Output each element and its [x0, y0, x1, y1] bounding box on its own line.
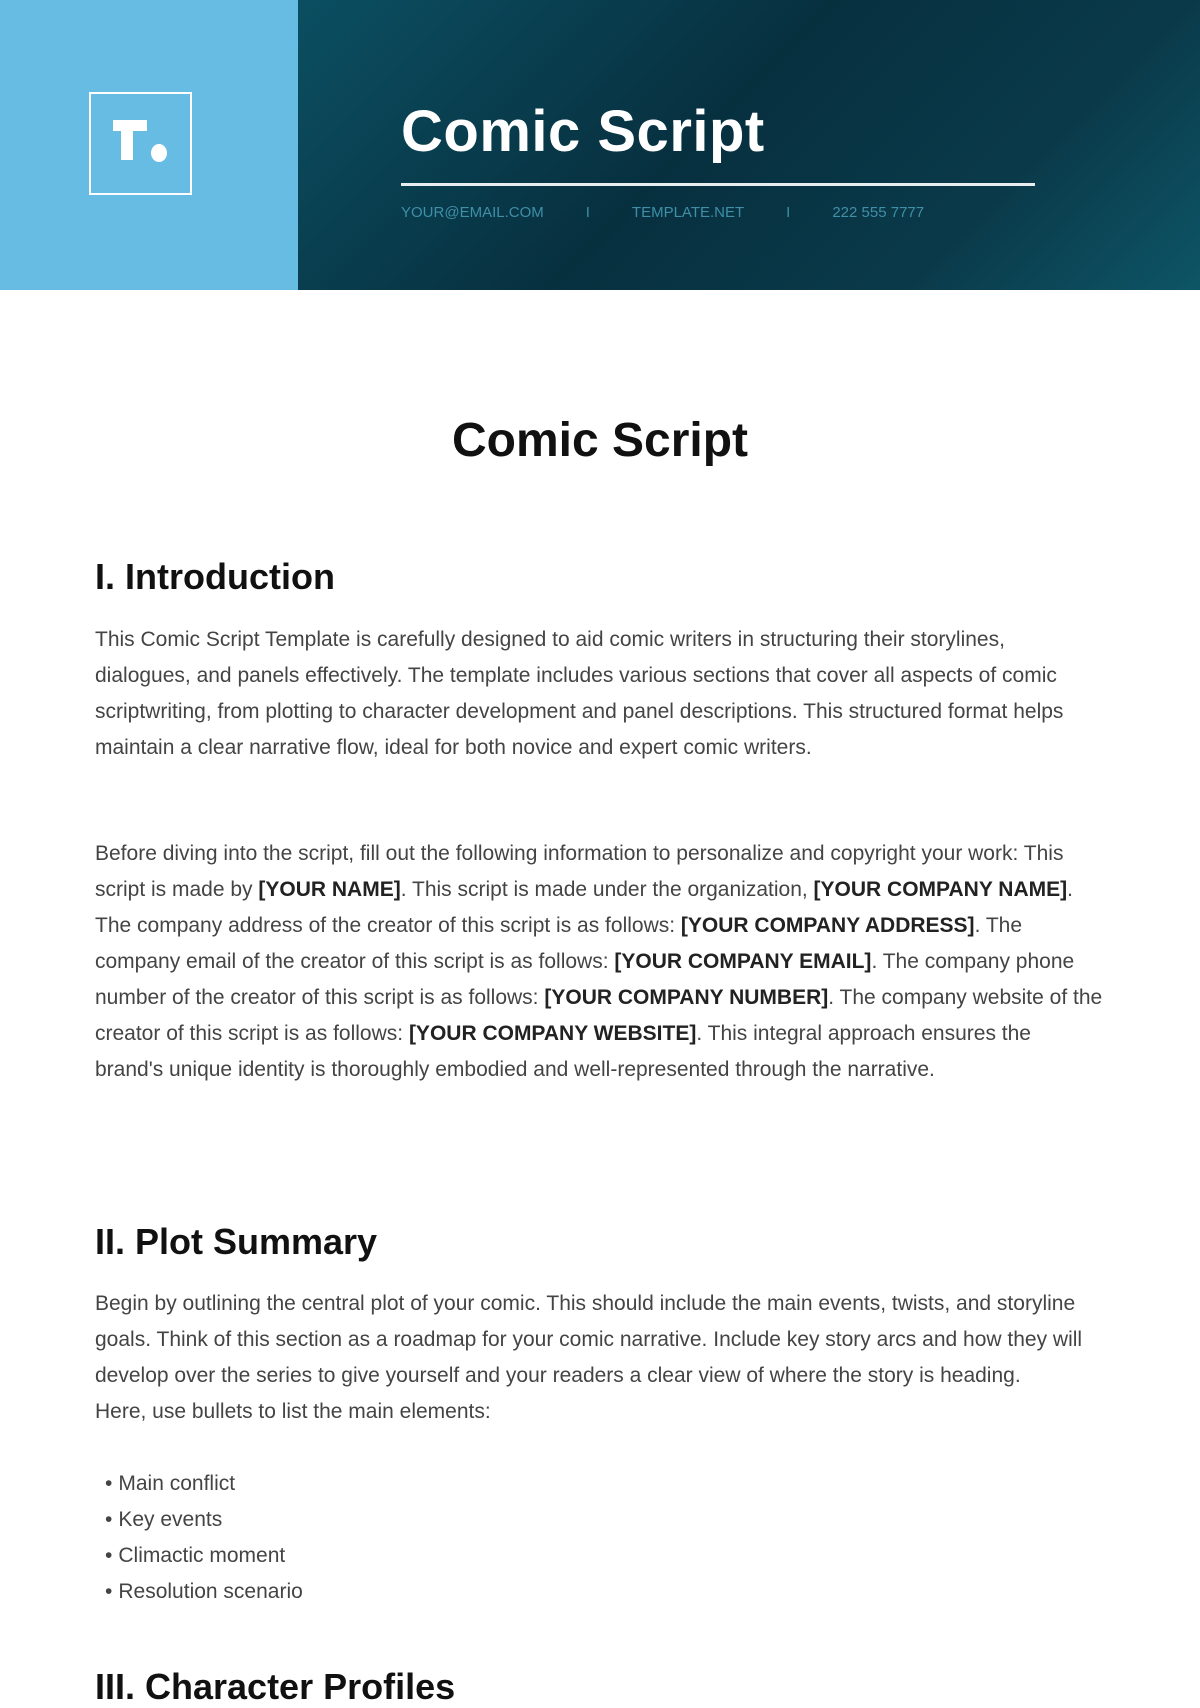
- section-heading-plot-summary: II. Plot Summary: [95, 1221, 378, 1262]
- template-logo: [89, 92, 192, 195]
- header-title-panel: [298, 0, 1200, 290]
- section-heading-character-profiles: III. Character Profiles: [95, 1666, 456, 1707]
- list-intro: Here, use bullets to list the main elements:: [95, 1400, 491, 1423]
- placeholder-company-name: [YOUR COMPANY NAME]: [813, 878, 1068, 901]
- introduction-paragraph: This Comic Script Template is carefully designed to aid comic writers in structuring their storylines, dialogues, and panels effectively. The template includes various sections that cover all aspects of comic scriptwriting, from plotting to character development and panel descriptions. This structured format helps maintain a clear narrative flow, ideal for both novice and expert comic writers.: [95, 628, 1064, 759]
- text-segment: . The company address of the creator of this script is as follows:: [95, 878, 1073, 937]
- list-item: • Climactic moment: [95, 1538, 303, 1574]
- section-heading-introduction: I. Introduction: [95, 556, 335, 597]
- personalization-paragraph: [95, 836, 1105, 1088]
- text-segment: . The company email of the creator of this script is as follows:: [95, 914, 1023, 973]
- text-segment: . The company website of the creator of this script is as follows:: [95, 986, 1103, 1045]
- header-title: Comic Script: [401, 99, 765, 164]
- header-logo-panel: [0, 0, 298, 290]
- list-item: • Resolution scenario: [95, 1574, 303, 1610]
- text-segment: . This integral approach ensures the brand's unique identity is thoroughly embodied and well-represented through the narrative.: [95, 1022, 1031, 1081]
- logo-t-stem: [121, 120, 133, 160]
- text-segment: Before diving into the script, fill out the following information to personalize and copyright your work: This script is made by: [95, 842, 1064, 901]
- contact-phone: 222 555 7777: [832, 204, 925, 221]
- list-item: • Main conflict: [95, 1466, 303, 1502]
- logo-dot: [151, 144, 167, 162]
- plot-elements-list: [95, 1466, 303, 1610]
- contact-separator: I: [585, 204, 590, 221]
- document-title: Comic Script: [451, 414, 749, 467]
- header-divider: [401, 183, 1035, 186]
- placeholder-company-website: [YOUR COMPANY WEBSITE]: [408, 1022, 697, 1045]
- text-segment: . The company phone number of the creator of this script is as follows:: [95, 950, 1075, 1009]
- contact-email: YOUR@EMAIL.COM: [401, 204, 544, 221]
- contact-info: [401, 204, 924, 221]
- text-segment: . This script is made under the organization,: [400, 878, 814, 901]
- plot-summary-paragraph: [95, 1286, 1105, 1430]
- list-item: • Key events: [95, 1502, 303, 1538]
- contact-separator: I: [786, 204, 791, 221]
- plot-summary-text: Begin by outlining the central plot of your comic. This should include the main events, twists, and storyline goals. Think of this section as a roadmap for your comic narrative. Include key story arcs and how they will develop over the series to give yourself and your readers a clear view of where the story is heading.: [95, 1292, 1083, 1387]
- placeholder-company-email: [YOUR COMPANY EMAIL]: [614, 950, 872, 973]
- placeholder-company-number: [YOUR COMPANY NUMBER]: [544, 986, 829, 1009]
- contact-website: TEMPLATE.NET: [631, 204, 745, 221]
- placeholder-your-name: [YOUR NAME]: [258, 878, 401, 901]
- placeholder-company-address: [YOUR COMPANY ADDRESS]: [680, 914, 975, 937]
- header-banner: [0, 0, 1200, 290]
